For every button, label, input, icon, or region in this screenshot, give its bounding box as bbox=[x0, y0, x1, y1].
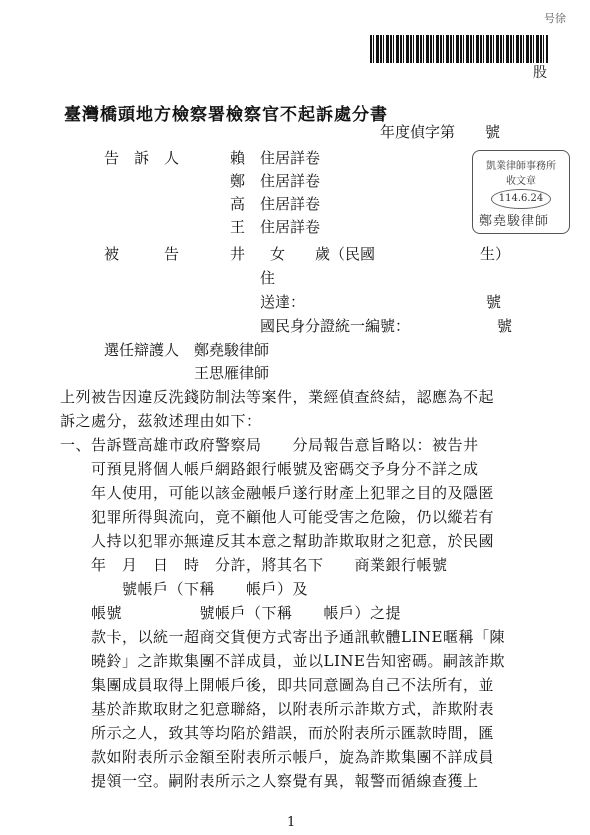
complainant-address: 住居詳卷 bbox=[260, 195, 321, 213]
body-line: 犯罪所得與流向，竟不顧他人可能受害之危險，仍以縱若有 bbox=[60, 508, 495, 526]
defendant-id-label: 國民身分證統一編號： bbox=[260, 317, 411, 335]
case-number: 年度偵字第 號 bbox=[380, 123, 501, 141]
body-line: 上列被告因違反洗錢防制法等案件，業經偵查終結，認應為不起 bbox=[60, 388, 495, 406]
body-line: 年 月 日 時 分許，將其名下 商業銀行帳號 bbox=[60, 556, 448, 574]
page-number: 1 bbox=[287, 815, 296, 830]
complainant-name: 王 bbox=[230, 218, 246, 236]
defendant-address: 住 bbox=[260, 269, 276, 287]
corner-handwritten-note: 号徐 bbox=[544, 12, 566, 25]
defense-counsel: 王思雁律師 bbox=[194, 364, 270, 382]
document-title: 臺灣橋頭地方檢察署檢察官不起訴處分書 bbox=[64, 105, 388, 125]
body-line: 曉鈴」之詐欺集團不詳成員，並以LINE告知密碼。嗣該詐欺 bbox=[60, 652, 505, 670]
complainant-address: 住居詳卷 bbox=[260, 172, 321, 190]
defendant-gender-age: 女 歲（民國 生） bbox=[270, 245, 511, 263]
defense-counsel: 鄭堯駿律師 bbox=[194, 341, 270, 359]
complainant-name: 鄭 bbox=[230, 172, 246, 190]
body-line: 年人使用，可能以該金融帳戶遂行財產上犯罪之目的及隱匿 bbox=[60, 484, 495, 502]
barcode bbox=[370, 35, 548, 63]
defendant-name: 井 bbox=[230, 245, 246, 263]
stamp-signature: 鄭堯駿律師 bbox=[479, 214, 550, 229]
body-line: 可預見將個人帳戶網路銀行帳號及密碼交予身分不詳之成 bbox=[60, 460, 479, 478]
body-line: 一、告訴暨高雄市政府警察局 分局報告意旨略以：被告井 bbox=[60, 436, 479, 454]
body-line: 款卡，以統一超商交貨便方式寄出予通訊軟體LINE暱稱「陳 bbox=[60, 628, 505, 646]
body-line: 帳號 號帳戶（下稱 帳戶）之提 bbox=[60, 604, 402, 622]
complainant-address: 住居詳卷 bbox=[260, 149, 321, 167]
defendant-service-address: 送達： bbox=[260, 293, 306, 311]
body-line: 款如附表所示金額至附表所示帳戶，旋為詐欺集團不詳成員 bbox=[60, 748, 495, 766]
barcode-suffix: 股 bbox=[533, 65, 547, 81]
stamp-firm-name: 凱業律師事務所 bbox=[486, 161, 556, 172]
complainant-name: 賴 bbox=[230, 149, 246, 167]
stamp-receipt-label: 收文章 bbox=[506, 176, 536, 187]
body-line: 訴之處分，茲敘述理由如下： bbox=[60, 412, 262, 430]
defendant-service-suffix: 號 bbox=[486, 293, 502, 311]
defendant-id-suffix: 號 bbox=[497, 317, 513, 335]
complainant-address: 住居詳卷 bbox=[260, 218, 321, 236]
stamp-date: 114.6.24 bbox=[491, 189, 551, 209]
law-firm-receipt-stamp bbox=[472, 150, 570, 234]
body-line: 人持以犯罪亦無違反其本意之幫助詐欺取財之犯意，於民國 bbox=[60, 532, 495, 550]
body-line: 基於詐欺取財之犯意聯絡，以附表所示詐欺方式，詐欺附表 bbox=[60, 700, 495, 718]
complainant-label: 告 訴 人 bbox=[104, 149, 180, 167]
body-line: 號帳戶（下稱 帳戶）及 bbox=[60, 580, 309, 598]
defense-counsel-label: 選任辯護人 bbox=[104, 341, 180, 359]
body-line: 提領一空。嗣附表所示之人察覺有異，報警而循線查獲上 bbox=[60, 772, 479, 790]
body-line: 集團成員取得上開帳戶後，即共同意圖為自己不法所有，並 bbox=[60, 676, 495, 694]
defendant-label: 被 告 bbox=[104, 245, 180, 263]
complainant-name: 高 bbox=[230, 195, 246, 213]
body-line: 所示之人，致其等均陷於錯誤，而於附表所示匯款時間，匯 bbox=[60, 724, 495, 742]
